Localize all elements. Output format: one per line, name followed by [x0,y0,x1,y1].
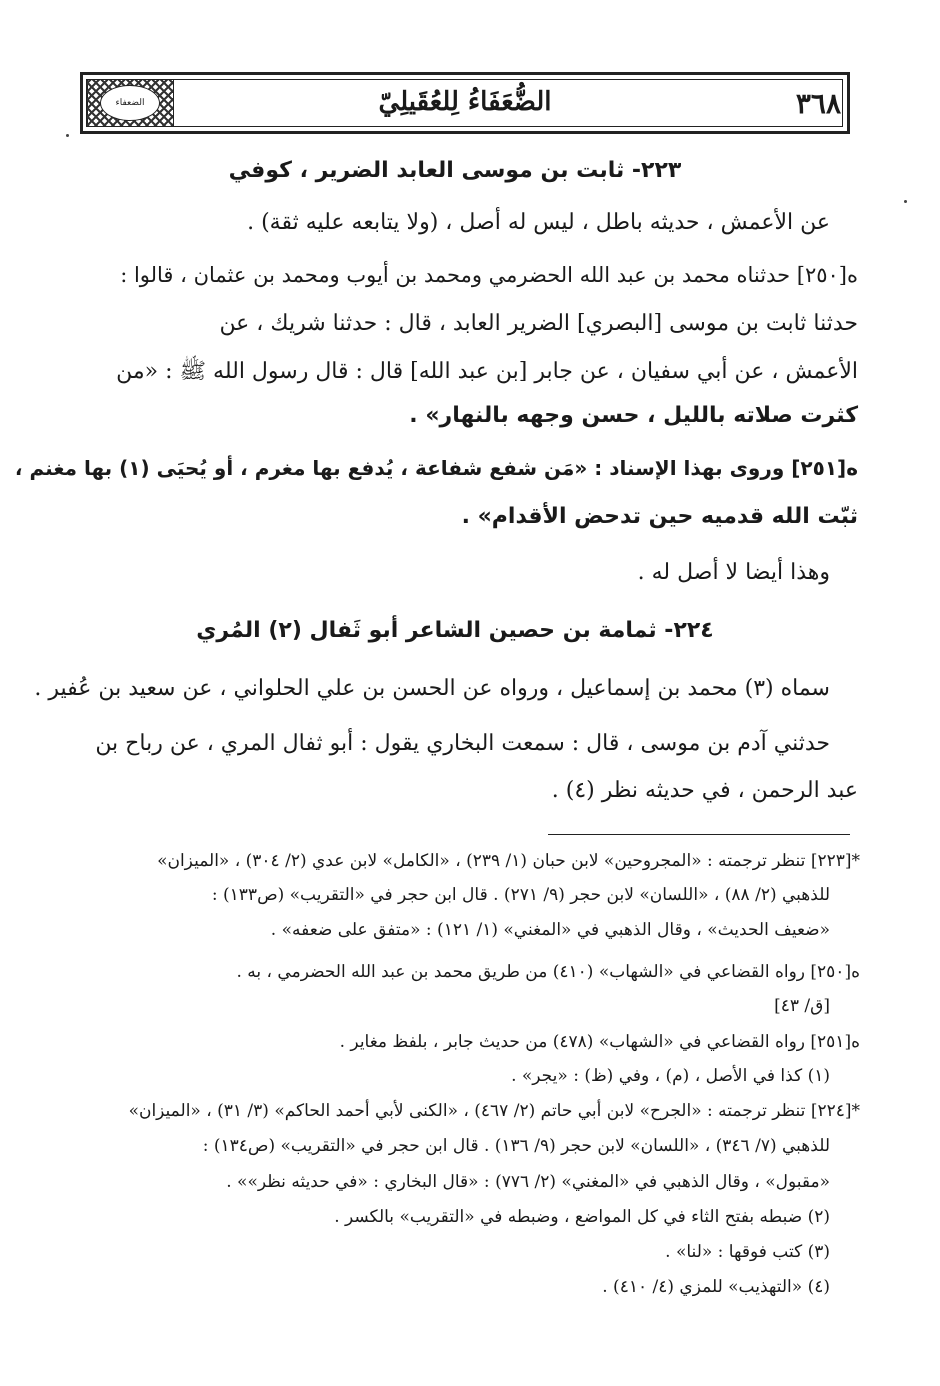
ornament-medallion: الضعفاء [100,85,160,121]
page-header [80,72,850,134]
margin-dot [904,200,907,203]
hadith-250-line-3: الأعمش ، عن أبي سفيان ، عن جابر [بن عبد الله] قال : قال رسول الله ﷺ : «من [116,359,858,384]
footnote-line: [ق/ ٤٣] [774,996,830,1016]
margin-dot [66,134,69,137]
footnote-line: للذهبي (٢/ ٨٨) ، «اللسان» لابن حجر (٩/ ٢٧١) . قال ابن حجر في «التقريب» (ص١٣٣) : [211,885,830,905]
entry-224-line-3: عبد الرحمن ، في حديثه نظر (٤) . [551,778,858,803]
entry-223-heading: ٢٢٣- ثابت بن موسى العابد الضرير ، كوفي [228,158,682,183]
footnote-line: ه[٢٥٠] رواه القضاعي في «الشهاب» (٤١٠) من طريق محمد بن عبد الله الحضرمي ، به . [236,962,860,982]
footnote-separator [548,834,850,835]
hadith-250-line-1: ه[٢٥٠] حدثناه محمد بن عبد الله الحضرمي ومحمد بن أيوب ومحمد بن عثمان ، قالوا : [120,263,858,287]
footnote-line: (١) كذا في الأصل ، (م) ، وفي (ظ) : «يجر» . [511,1066,830,1086]
entry-223-intro: عن الأعمش ، حديثه باطل ، ليس له أصل ، (ولا يتابعه عليه ثقة) . [247,210,830,235]
footnote-line: «مقبول» ، وقال الذهبي في «المغني» (٢/ ٧٧٦) : «قال البخاري : «في حديثه نظر»» . [226,1172,830,1192]
footnote-line: (٣) كتب فوقها : «لنا» . [665,1242,830,1262]
footnote-line: (٤) «التهذيب» للمزي (٤/ ٤١٠) . [602,1277,830,1297]
running-title: الضُّعَفَاءُ لِلعُقَيلِيّ [378,87,552,117]
hadith-251-line-2: ثبّت الله قدميه حين تدحض الأقدام» . [461,504,858,529]
entry-224-line-2: حدثني آدم بن موسى ، قال : سمعت البخاري يقول : أبو ثفال المري ، عن رباح بن [95,731,830,756]
page-number: ٣٦٨ [795,86,841,120]
footnote-line: *[٢٢٣] تنظر ترجمته : «المجروحين» لابن حبان (١/ ٢٣٩) ، «الكامل» لابن عدي (٢/ ٣٠٤) ، «الميزان» [157,851,860,871]
entry-224-heading: ٢٢٤- ثمامة بن حصين الشاعر أبو ثَفال (٢) المُري [196,618,714,643]
hadith-250-line-4: كثرت صلاته بالليل ، حسن وجهه بالنهار» . [409,403,858,428]
entry-223-closing: وهذا أيضا لا أصل له . [637,560,830,585]
footnote-line: *[٢٢٤] تنظر ترجمته : «الجرح» لابن أبي حاتم (٢/ ٤٦٧) ، «الكنى لأبي أحمد الحاكم» (٣/ ٣١) ، «الميزان» [128,1101,860,1121]
footnote-line: ه[٢٥١] رواه القضاعي في «الشهاب» (٤٧٨) من حديث جابر ، بلفظ مغاير . [339,1032,860,1052]
ornament-icon [86,79,174,127]
footnote-line: للذهبي (٧/ ٣٤٦) ، «اللسان» لابن حجر (٩/ ١٣٦) . قال ابن حجر في «التقريب» (ص١٣٤) : [202,1136,830,1156]
hadith-251-line-1: ه[٢٥١] وروى بهذا الإسناد : «مَن شفع شفاعة ، يُدفع بها مغرم ، أو يُحيَى (١) بها مغنم ، [14,456,858,480]
footnote-line: (٢) ضبطه بفتح الثاء في كل المواضع ، وضبطه في «التقريب» بالكسر . [334,1207,830,1227]
entry-224-line-1: سماه (٣) محمد بن إسماعيل ، ورواه عن الحسن بن علي الحلواني ، عن سعيد بن عُفير . [34,676,830,701]
footnote-line: «ضعيف الحديث» ، وقال الذهبي في «المغني» (١/ ١٢١) : «متفق على ضعفه» . [270,920,830,940]
hadith-250-line-2: حدثنا ثابت بن موسى [البصري] الضرير العابد ، قال : حدثنا شريك ، عن [219,311,858,336]
